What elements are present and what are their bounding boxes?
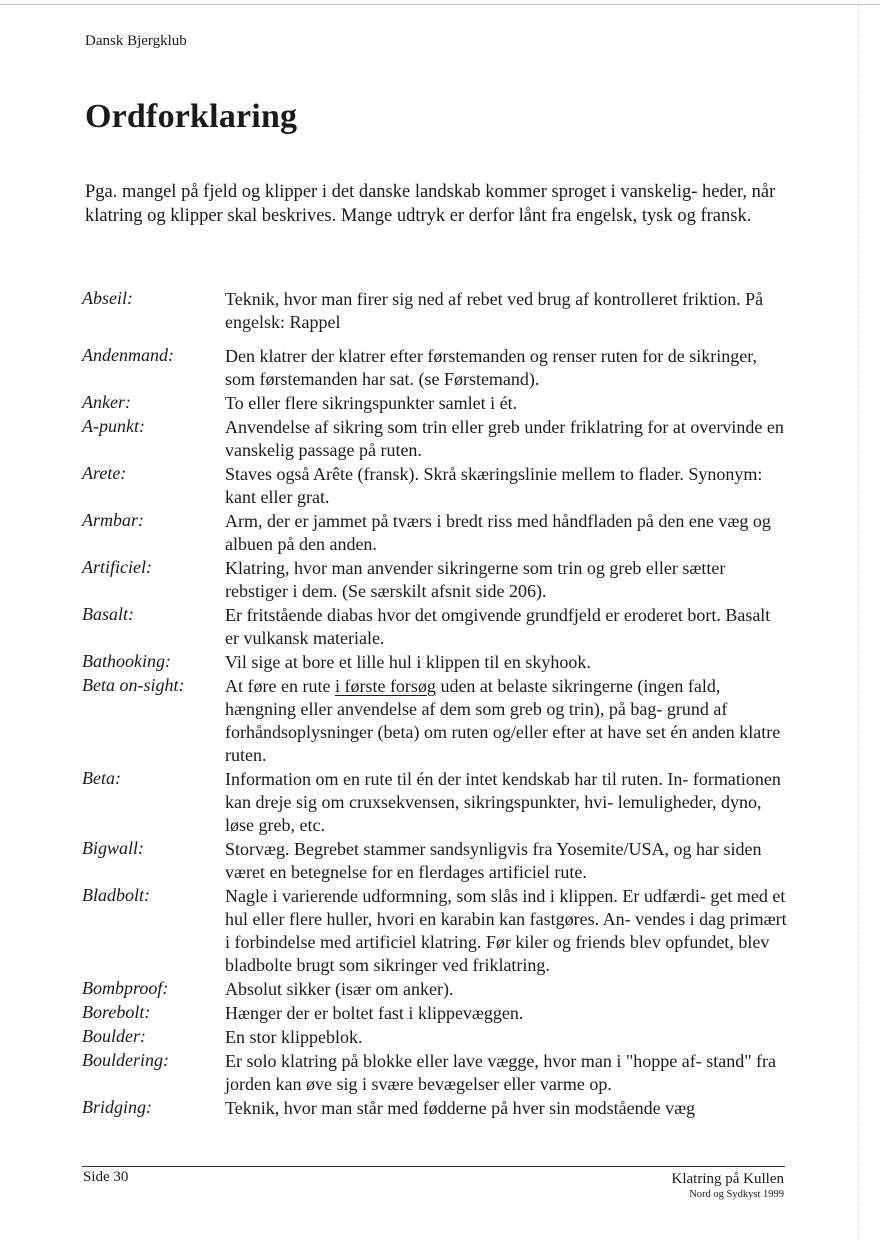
glossary-entry (82, 837, 787, 884)
glossary-term: Arete: (82, 463, 127, 483)
glossary-list (82, 287, 787, 1120)
glossary-entry (82, 391, 787, 415)
glossary-definition: To eller flere sikringspunkter samlet i ét. (225, 393, 518, 413)
running-header: Dansk Bjergklub (85, 33, 187, 49)
glossary-term: Boulder: (82, 1026, 146, 1046)
glossary-entry (82, 674, 787, 767)
glossary-entry (82, 1096, 787, 1120)
glossary-definition: Er solo klatring på blokke eller lave vægge, hvor man i "hoppe af- stand" fra jorden kan øve sig i svære bevægelser eller varme op. (225, 1051, 777, 1094)
glossary-entry (82, 287, 787, 334)
footer-divider (82, 1166, 785, 1167)
glossary-entry (82, 509, 787, 556)
glossary-term: Bombproof: (82, 978, 169, 998)
top-edge-line (0, 4, 880, 5)
footer-book-title: Klatring på Kullen (671, 1171, 784, 1187)
intro-paragraph: Pga. mangel på fjeld og klipper i det danske landskab kommer sproget i vanskelig- heder, når klatring og klipper skal beskrives. Mange udtryk er derfor lånt fra engelsk, tysk og fransk. (85, 182, 776, 226)
glossary-entry (82, 650, 787, 674)
glossary-term: Artificiel: (82, 557, 152, 577)
glossary-term: Abseil: (82, 288, 133, 308)
glossary-entry (82, 767, 787, 837)
glossary-definition: Storvæg. Begrebet stammer sandsynligvis fra Yosemite/USA, og har siden været en betegnelse for en flerdages artificiel rute. (225, 839, 762, 882)
glossary-definition: Arm, der er jammet på tværs i bredt riss med håndfladen på den ene væg og albuen på den anden. (225, 511, 771, 554)
glossary-term: Beta on-sight: (82, 675, 185, 695)
glossary-term: A-punkt: (82, 416, 145, 436)
footer-book-info (672, 1170, 784, 1202)
glossary-term: Armbar: (82, 510, 144, 530)
definition-text: uden at belaste sikringerne (ingen fald, hængning eller anvendelse af dem som greb og trin), på bag- grund af forhåndsoplysninger (beta) om ruten og/eller efter at have set én anden klatre ruten. (225, 676, 781, 765)
glossary-definition (225, 674, 787, 767)
glossary-entry (82, 1049, 787, 1096)
glossary-definition: En stor klippeblok. (225, 1027, 363, 1047)
glossary-term: Borebolt: (82, 1002, 151, 1022)
glossary-term: Bathooking: (82, 651, 171, 671)
glossary-definition: Er fritstående diabas hvor det omgivende grundfjeld er eroderet bort. Basalt er vulkansk materiale. (225, 605, 771, 648)
glossary-definition: Staves også Arête (fransk). Skrå skæringslinie mellem to flader. Synonym: kant eller grat. (225, 464, 763, 507)
glossary-entry (82, 415, 787, 462)
glossary-definition: Teknik, hvor man firer sig ned af rebet ved brug af kontrolleret friktion. På engelsk: Rappel (225, 289, 764, 332)
underlined-phrase: i første forsøg (334, 676, 436, 696)
page-title: Ordforklaring (85, 98, 298, 135)
glossary-definition: Den klatrer der klatrer efter førstemanden og renser ruten for de sikringer, som førstemanden har sat. (se Førstemand). (225, 346, 758, 389)
glossary-term: Basalt: (82, 604, 134, 624)
definition-text: At føre en rute (225, 676, 335, 696)
right-edge-line (858, 0, 859, 1240)
glossary-entry (82, 1001, 787, 1025)
glossary-entry (82, 344, 787, 391)
glossary-definition: Nagle i varierende udformning, som slås ind i klippen. Er udfærdi- get med et hul eller flere huller, hvori en karabin kan fastgøres. An- vendes i dag primært i forbindelse med artificiel klatring. Før kiler og friends blev opfundet, blev bladbolte brugt som sikringer ved friklatring. (225, 886, 787, 975)
glossary-definition: Vil sige at bore et lille hul i klippen til en skyhook. (225, 652, 591, 672)
glossary-definition: Klatring, hvor man anvender sikringerne som trin og greb eller sætter rebstiger i dem. (Se særskilt afsnit side 206). (225, 558, 726, 601)
glossary-term: Bouldering: (82, 1050, 169, 1070)
glossary-definition: Information om en rute til én der intet kendskab har til ruten. In- formationen kan dreje sig om cruxsekvensen, sikringspunkter, hvi- lemuligheder, dyno, løse greb, etc. (225, 769, 781, 835)
glossary-term: Andenmand: (82, 345, 174, 365)
glossary-entry (82, 977, 787, 1001)
glossary-entry (82, 603, 787, 650)
glossary-entry (82, 884, 787, 977)
glossary-entry (82, 556, 787, 603)
glossary-term: Bigwall: (82, 838, 144, 858)
glossary-entry (82, 462, 787, 509)
glossary-term: Beta: (82, 768, 121, 788)
glossary-definition: Absolut sikker (især om anker). (225, 979, 454, 999)
footer-book-subtitle: Nord og Sydkyst 1999 (689, 1189, 784, 1200)
glossary-definition: Hænger der er boltet fast i klippevæggen. (225, 1003, 524, 1023)
page-number: Side 30 (83, 1169, 129, 1185)
glossary-term: Bridging: (82, 1097, 152, 1117)
glossary-definition: Teknik, hvor man står med fødderne på hver sin modstående væg (225, 1098, 696, 1118)
glossary-term: Anker: (82, 392, 131, 412)
glossary-term: Bladbolt: (82, 885, 150, 905)
glossary-definition: Anvendelse af sikring som trin eller greb under friklatring for at overvinde en vanskelig passage på ruten. (225, 417, 784, 460)
glossary-entry (82, 1025, 787, 1049)
